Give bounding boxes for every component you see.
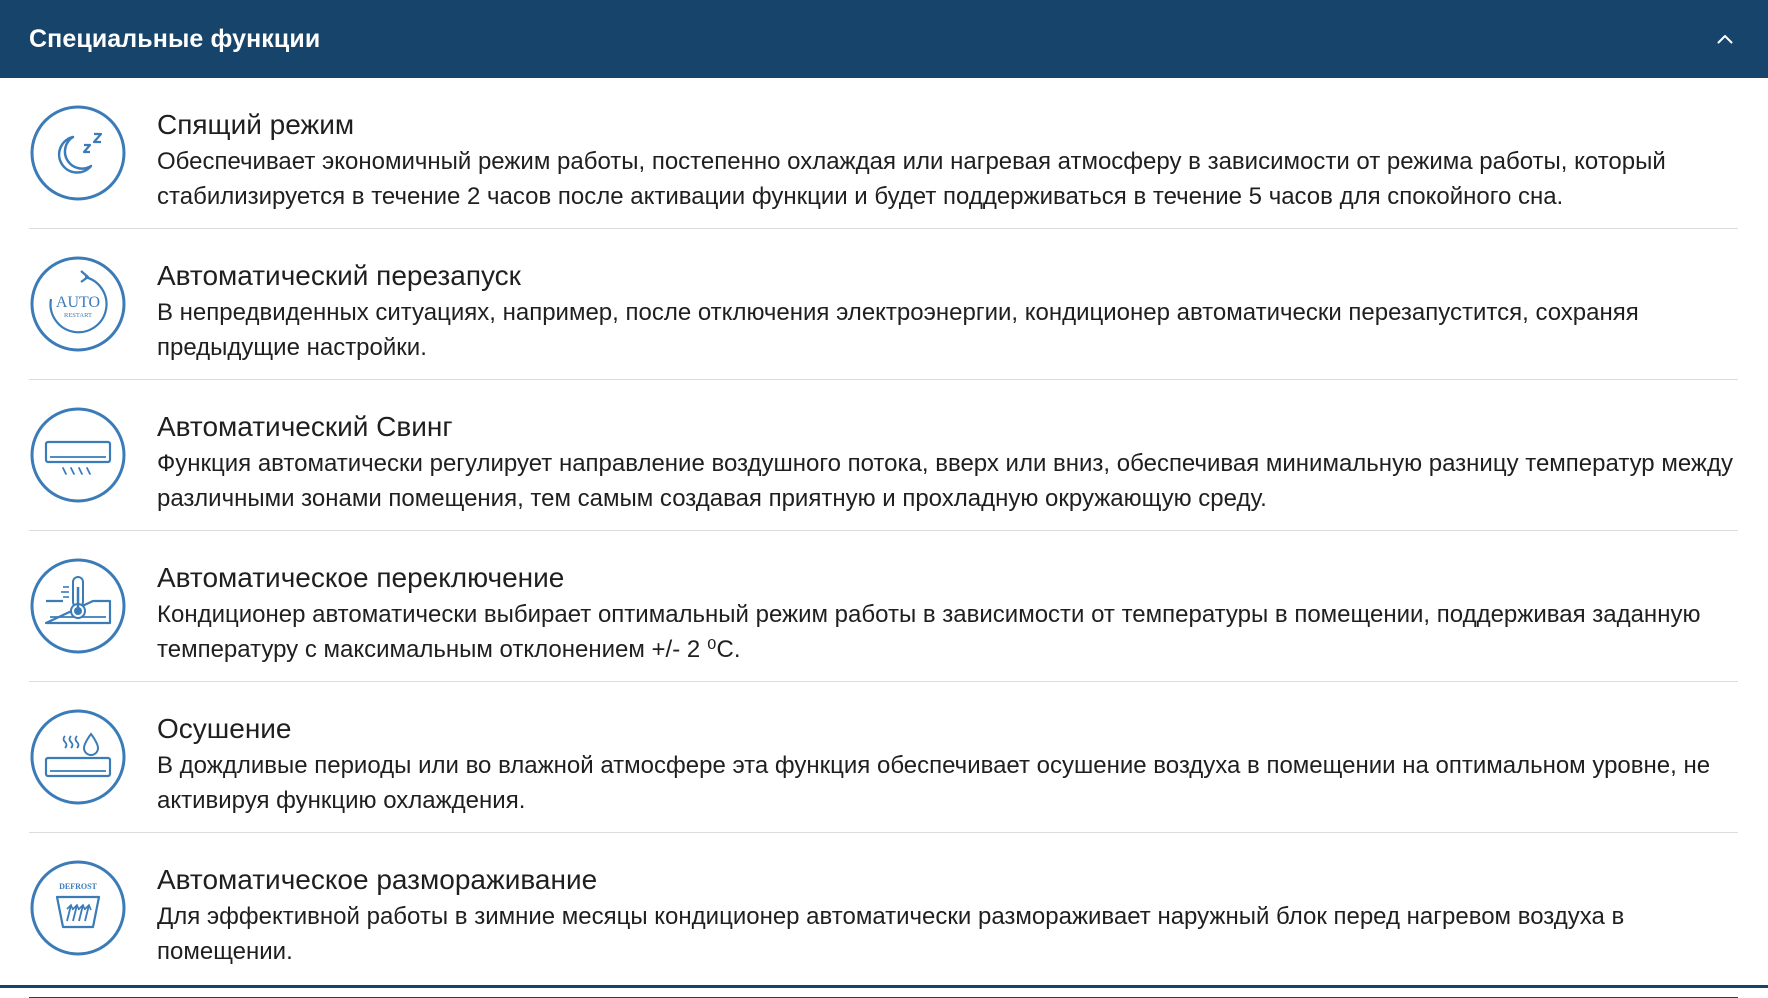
auto-switch-thermometer-icon — [29, 557, 127, 655]
feature-title: Автоматический Свинг — [157, 411, 453, 442]
feature-item — [29, 229, 1738, 380]
feature-title: Осушение — [157, 713, 292, 744]
feature-title: Автоматическое размораживание — [157, 864, 598, 895]
accordion-header[interactable] — [0, 0, 1768, 78]
feature-description: В дождливые периоды или во влажной атмосфере эта функция обеспечивает осушение воздуха в помещении на оптимальном уровне, не активируя функцию охлаждения. — [157, 752, 1711, 814]
defrost-icon — [29, 859, 127, 957]
feature-item — [29, 682, 1738, 833]
feature-item — [29, 833, 1738, 997]
dehumidify-icon — [29, 708, 127, 806]
accordion-title: Специальные функции — [29, 24, 321, 53]
feature-description: Кондиционер автоматически выбирает оптимальный режим работы в зависимости от температуры в помещении, поддерживая заданную температуру с максимальным отклонением +/- 2 ⁰C. — [157, 601, 1701, 663]
defrost-label: DEFROST — [59, 882, 97, 891]
auto-restart-icon — [29, 255, 127, 353]
feature-item — [29, 380, 1738, 531]
feature-title: Автоматическое переключение — [157, 562, 565, 593]
swing-icon — [29, 406, 127, 504]
feature-description: Обеспечивает экономичный режим работы, постепенно охлаждая или нагревая атмосферу в зависимости от режима работы, который стабилизируется в течение 2 часов после активации функции и будет поддерживаться в течение 5 часов для спокойного сна. — [157, 148, 1666, 210]
sleep-icon — [29, 104, 127, 202]
feature-item — [29, 78, 1738, 229]
chevron-up-icon[interactable] — [1712, 26, 1738, 52]
feature-title: Автоматический перезапуск — [157, 260, 521, 291]
feature-description: Функция автоматически регулирует направление воздушного потока, вверх или вниз, обеспечивая минимальную разницу температур между различными зонами помещения, тем самым создавая приятную и прохладную окружающую среду. — [157, 450, 1733, 512]
feature-title: Спящий режим — [157, 109, 355, 140]
feature-item — [29, 531, 1738, 682]
auto-label: AUTO — [55, 294, 101, 311]
feature-description: В непредвиденных ситуациях, например, после отключения электроэнергии, кондиционер автоматически перезапустится, сохраняя предыдущие настройки. — [157, 299, 1639, 361]
feature-description: Для эффективной работы в зимние месяцы кондиционер автоматически размораживает наружный блок перед нагревом воздуха в помещении. — [157, 903, 1625, 965]
feature-list — [29, 78, 1738, 998]
restart-label: RESTART — [64, 312, 92, 319]
